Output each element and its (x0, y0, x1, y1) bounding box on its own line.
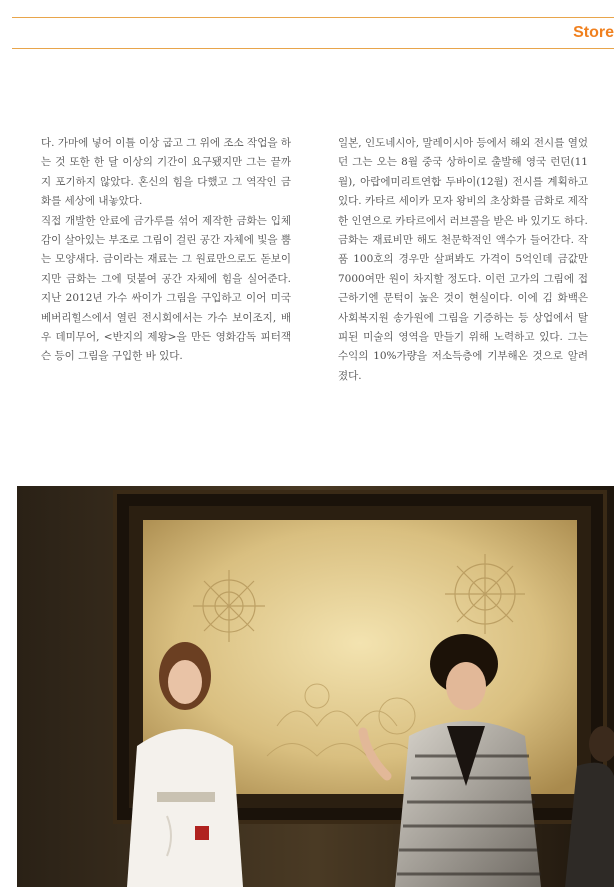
article-photo (17, 486, 614, 887)
article-paragraph: 금화는 재료비만 해도 천문학적인 액수가 들어간다. 작품 100호의 경우만 살펴봐도 가격이 5억인데 금값만 7000여만 원이 차지할 정도다. 이런 고가의 그림에 접근하기엔 문턱이 높은 것이 현실이다. 이에 김 화백은 사회복지원 송가원에 그림을 기증하는 등 상업에서 탈피된 미술의 영역을 만들기 위해 노력하고 있다. 그는 수익의 10%가량을 저소득층에 기부해온 것으로 알려졌다. (338, 234, 588, 382)
article-paragraph: 일본, 인도네시아, 말레이시아 등에서 해외 전시를 열었던 그는 오는 8월 중국 상하이로 출발해 영국 런던(11월), 아랍에미리트연합 두바이(12월) 전시를 계획하고 있다. 카타르 세이카 모자 왕비의 초상화를 금화로 제작한 인연으로 카타르에서 러브콜을 받은 바 있기도 하다. (338, 137, 588, 227)
article-column-right (338, 134, 588, 386)
header-rule-bottom (12, 48, 614, 49)
article-column-left (41, 134, 291, 367)
painting-flower-right (445, 554, 525, 634)
section-label: Store (565, 24, 614, 42)
header-rule-top (12, 17, 614, 18)
gallery-photo-illustration (17, 486, 614, 887)
article-paragraph: 직접 개발한 안료에 금가루를 섞어 제작한 금화는 입체감이 살아있는 부조로 그림이 걸린 공간 자체에 빛을 뿜는 모양새다. 금이라는 재료는 그 원료만으로도 돋보이지만 금화는 그에 덧붙여 공간 자체에 힘을 실어준다. 지난 2012년 가수 싸이가 그림을 구입하고 이어 미국 베버리힐스에서 열린 전시회에서는 가수 보이조지, 배우 데미무어, <반지의 제왕>을 만든 영화감독 피터잭슨 등이 그림을 구입한 바 있다. (41, 214, 291, 363)
article-paragraph: 다. 가마에 넣어 이틀 이상 굽고 그 위에 조소 작업을 하는 것 또한 한 달 이상의 기간이 요구됐지만 그는 끝까지 포기하지 않았다. 혼신의 힘을 다했고 그 역작인 금화를 세상에 내놓았다. (41, 137, 291, 208)
